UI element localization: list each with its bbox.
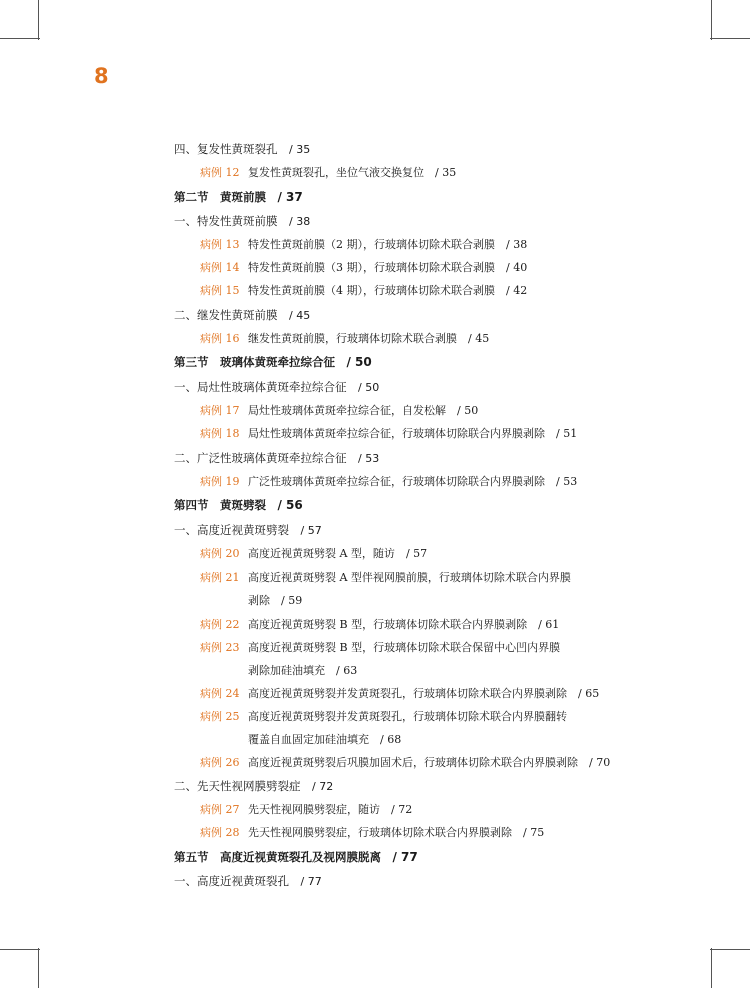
toc-case bbox=[200, 755, 610, 771]
toc-title: 复发性黄斑裂孔，坐位气液交换复位 bbox=[248, 166, 424, 179]
toc-page: / 53 bbox=[556, 475, 578, 488]
toc-title: 高度近视黄斑劈裂并发黄斑裂孔，行玻璃体切除术联合内界膜翻转 bbox=[248, 710, 567, 723]
toc-title: 高度近视黄斑劈裂并发黄斑裂孔，行玻璃体切除术联合内界膜剥除 bbox=[248, 687, 567, 700]
toc-title: 一、局灶性玻璃体黄斑牵拉综合征 bbox=[174, 380, 347, 394]
toc-page: / 38 bbox=[289, 215, 311, 228]
toc-title: 继发性黄斑前膜，行玻璃体切除术联合剥膜 bbox=[248, 332, 457, 345]
case-label: 病例 19 bbox=[200, 475, 240, 488]
toc-page: / 77 bbox=[300, 875, 322, 888]
toc-title: 二、先天性视网膜劈裂症 bbox=[174, 779, 301, 793]
toc-page: / 57 bbox=[300, 524, 322, 537]
toc-subsection bbox=[174, 450, 379, 467]
toc-subsection bbox=[174, 873, 322, 890]
toc-page: / 38 bbox=[506, 238, 528, 251]
toc-section bbox=[174, 189, 303, 205]
toc-page: / 56 bbox=[277, 498, 303, 512]
case-label: 病例 21 bbox=[200, 571, 240, 584]
toc-page: / 50 bbox=[346, 355, 372, 369]
toc-title: 二、广泛性玻璃体黄斑牵拉综合征 bbox=[174, 451, 347, 465]
toc-subsection bbox=[174, 307, 310, 324]
toc-subsection bbox=[174, 379, 379, 396]
toc-title: 广泛性玻璃体黄斑牵拉综合征，行玻璃体切除联合内界膜剥除 bbox=[248, 475, 545, 488]
case-label: 病例 25 bbox=[200, 710, 240, 723]
toc-subsection bbox=[174, 778, 333, 795]
case-label: 病例 27 bbox=[200, 803, 240, 816]
toc-case bbox=[200, 283, 527, 299]
toc-title: 高度近视黄斑劈裂 A 型，随访 bbox=[248, 547, 395, 560]
toc-title: 一、特发性黄斑前膜 bbox=[174, 214, 278, 228]
toc-page: / 59 bbox=[281, 594, 303, 607]
case-label: 病例 12 bbox=[200, 166, 240, 179]
toc-case bbox=[200, 237, 527, 253]
toc-page: / 70 bbox=[589, 756, 611, 769]
toc-title: 高度近视黄斑劈裂 A 型伴视网膜前膜，行玻璃体切除术联合内界膜 bbox=[248, 571, 571, 584]
toc-title: 高度近视黄斑劈裂后巩膜加固术后，行玻璃体切除术联合内界膜剥除 bbox=[248, 756, 578, 769]
toc-title: 第五节 高度近视黄斑裂孔及视网膜脱离 bbox=[174, 850, 381, 864]
case-label: 病例 26 bbox=[200, 756, 240, 769]
toc-page: / 42 bbox=[506, 284, 528, 297]
case-label: 病例 17 bbox=[200, 404, 240, 417]
case-label: 病例 16 bbox=[200, 332, 240, 345]
toc-title: 先天性视网膜劈裂症，行玻璃体切除术联合内界膜剥除 bbox=[248, 826, 512, 839]
toc-case-continuation bbox=[248, 732, 401, 748]
toc-title: 特发性黄斑前膜（2 期），行玻璃体切除术联合剥膜 bbox=[248, 238, 495, 251]
page-number: 8 bbox=[94, 64, 109, 88]
toc-page: / 77 bbox=[392, 850, 418, 864]
toc-page: / 35 bbox=[435, 166, 457, 179]
toc-page: / 51 bbox=[556, 427, 578, 440]
case-label: 病例 20 bbox=[200, 547, 240, 560]
toc-page: / 50 bbox=[457, 404, 479, 417]
toc-page: / 53 bbox=[358, 452, 380, 465]
case-label: 病例 15 bbox=[200, 284, 240, 297]
toc-page: / 61 bbox=[538, 618, 560, 631]
toc-subsection bbox=[174, 213, 310, 230]
toc-subsection bbox=[174, 522, 322, 539]
toc-section bbox=[174, 849, 418, 865]
toc-title: 第二节 黄斑前膜 bbox=[174, 190, 266, 204]
toc-page: / 40 bbox=[506, 261, 528, 274]
case-label: 病例 13 bbox=[200, 238, 240, 251]
toc-page: / 65 bbox=[578, 687, 600, 700]
toc-title: 先天性视网膜劈裂症，随访 bbox=[248, 803, 380, 816]
toc-case-continuation bbox=[248, 593, 302, 609]
toc-title: 一、高度近视黄斑裂孔 bbox=[174, 874, 289, 888]
case-label: 病例 22 bbox=[200, 618, 240, 631]
toc-title: 局灶性玻璃体黄斑牵拉综合征，自发松解 bbox=[248, 404, 446, 417]
toc-title: 高度近视黄斑劈裂 B 型，行玻璃体切除术联合内界膜剥除 bbox=[248, 618, 528, 631]
toc-case bbox=[200, 546, 427, 562]
toc-title: 剥除 bbox=[248, 594, 270, 607]
toc-case bbox=[200, 709, 567, 725]
case-label: 病例 14 bbox=[200, 261, 240, 274]
case-label: 病例 24 bbox=[200, 687, 240, 700]
toc-page: / 35 bbox=[289, 143, 311, 156]
toc-case bbox=[200, 426, 577, 442]
toc-page: / 75 bbox=[523, 826, 545, 839]
case-label: 病例 23 bbox=[200, 641, 240, 654]
toc-case bbox=[200, 640, 560, 656]
toc-case bbox=[200, 260, 527, 276]
toc-section bbox=[174, 497, 303, 513]
toc-page: / 57 bbox=[405, 547, 428, 560]
toc-page: / 68 bbox=[380, 733, 402, 746]
toc-case bbox=[200, 331, 489, 347]
toc-page: / 45 bbox=[289, 309, 311, 322]
toc-title: 特发性黄斑前膜（4 期），行玻璃体切除术联合剥膜 bbox=[248, 284, 495, 297]
toc-title: 四、复发性黄斑裂孔 bbox=[174, 142, 278, 156]
toc-case bbox=[200, 802, 412, 818]
toc-page: / 72 bbox=[391, 803, 413, 816]
toc-page: / 37 bbox=[277, 190, 303, 204]
toc-section bbox=[174, 354, 372, 370]
toc-case bbox=[200, 825, 544, 841]
toc-title: 剥除加硅油填充 bbox=[248, 664, 325, 677]
case-label: 病例 28 bbox=[200, 826, 240, 839]
toc-title: 二、继发性黄斑前膜 bbox=[174, 308, 278, 322]
toc-title: 局灶性玻璃体黄斑牵拉综合征，行玻璃体切除联合内界膜剥除 bbox=[248, 427, 545, 440]
toc-case bbox=[200, 474, 577, 490]
toc-page: / 45 bbox=[468, 332, 490, 345]
toc-title: 第三节 玻璃体黄斑牵拉综合征 bbox=[174, 355, 335, 369]
toc-page: / 72 bbox=[312, 780, 334, 793]
toc-case bbox=[200, 165, 456, 181]
toc-page: / 63 bbox=[336, 664, 358, 677]
case-label: 病例 18 bbox=[200, 427, 240, 440]
toc-title: 覆盖自血固定加硅油填充 bbox=[248, 733, 369, 746]
toc-title: 高度近视黄斑劈裂 B 型，行玻璃体切除术联合保留中心凹内界膜 bbox=[248, 641, 561, 654]
toc-title: 第四节 黄斑劈裂 bbox=[174, 498, 266, 512]
toc-case-continuation bbox=[248, 663, 357, 679]
toc-page: / 50 bbox=[358, 381, 380, 394]
toc-case bbox=[200, 617, 559, 633]
toc-case bbox=[200, 570, 571, 586]
toc-title: 特发性黄斑前膜（3 期），行玻璃体切除术联合剥膜 bbox=[248, 261, 495, 274]
toc-subsection bbox=[174, 141, 310, 158]
toc-case bbox=[200, 403, 478, 419]
toc-title: 一、高度近视黄斑劈裂 bbox=[174, 523, 289, 537]
toc-case bbox=[200, 686, 599, 702]
